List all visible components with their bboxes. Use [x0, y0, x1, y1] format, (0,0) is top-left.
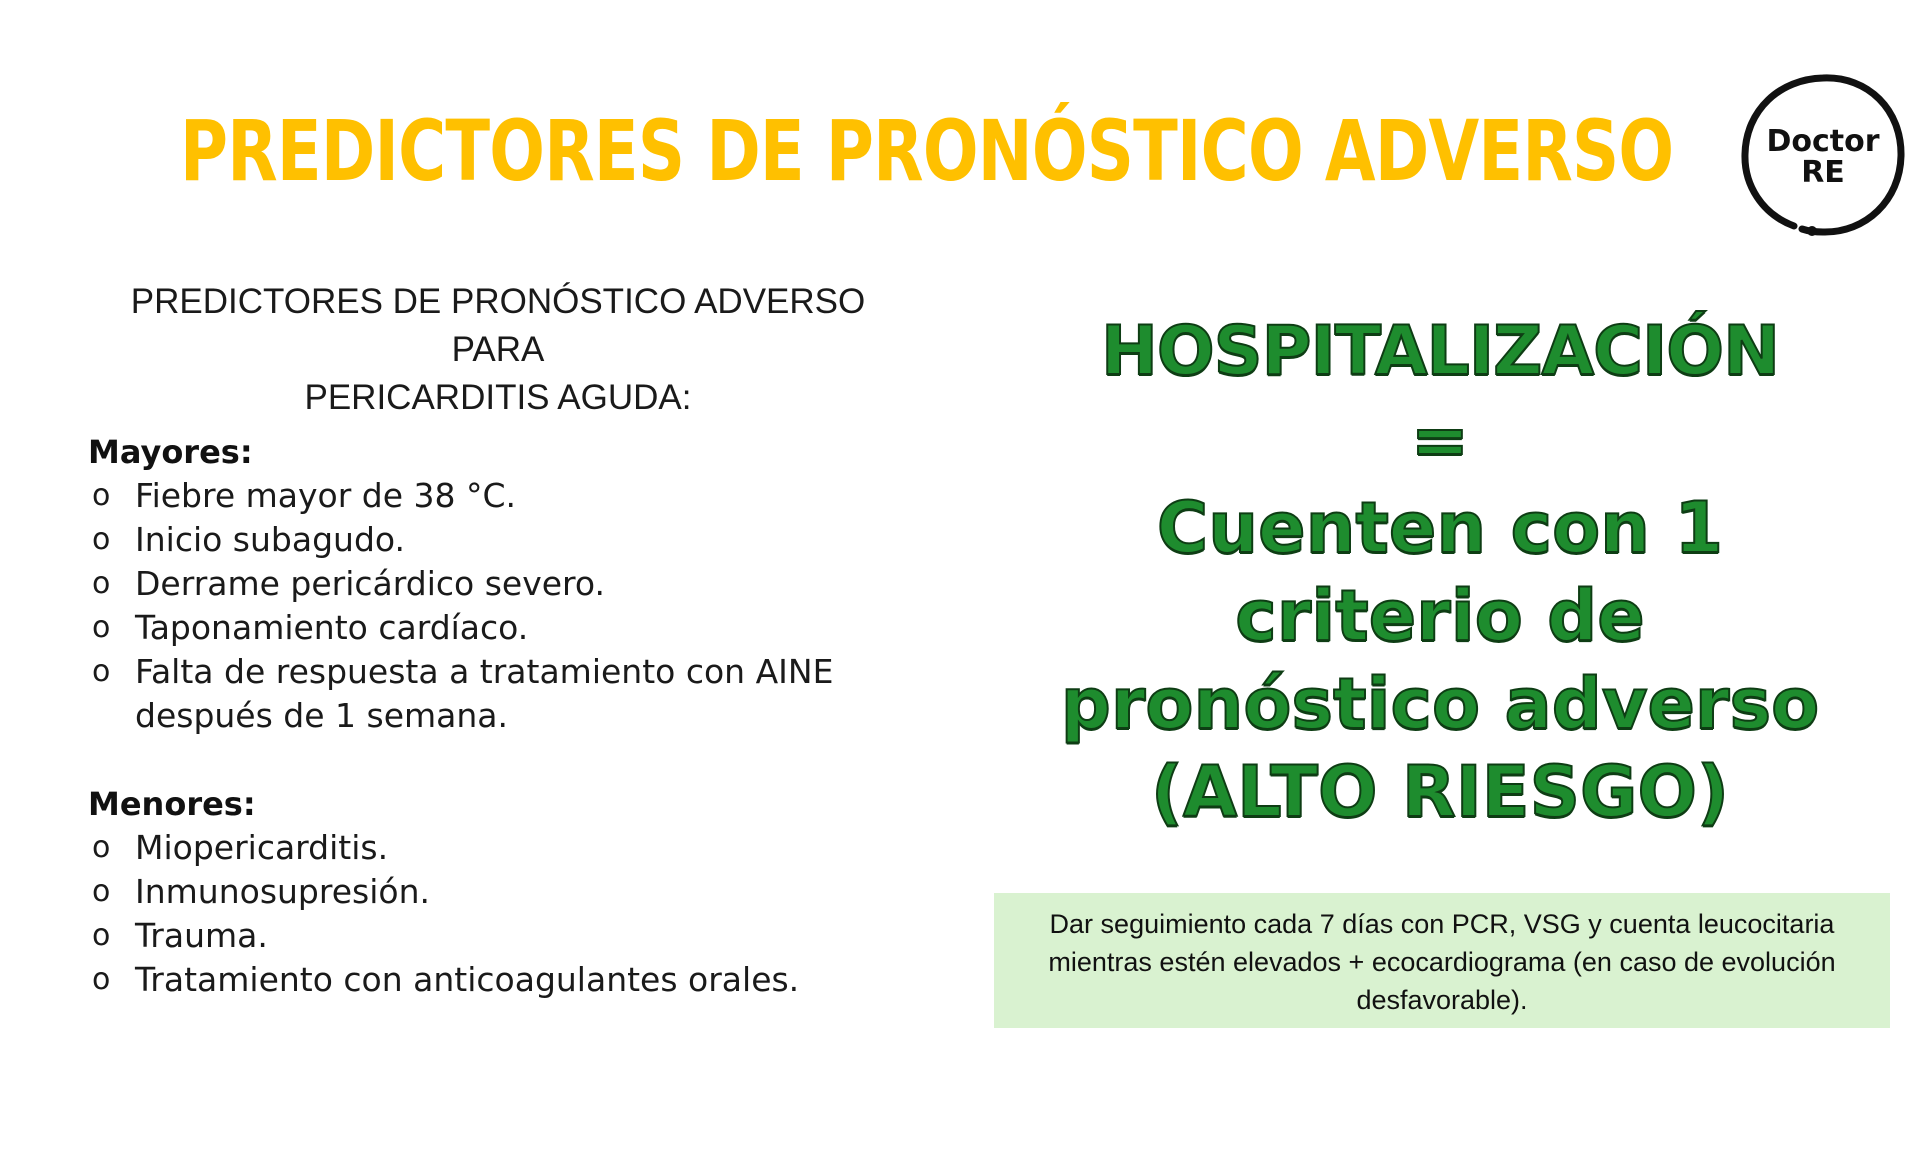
list-gap — [88, 738, 928, 782]
list-item-text: Tratamiento con anticoagulantes orales. — [135, 960, 800, 999]
bullet-icon: o — [92, 522, 111, 557]
bullet-icon: o — [92, 830, 111, 865]
callout-line-criteria-count: Cuenten con 1 — [1156, 487, 1724, 569]
list-item — [88, 474, 928, 518]
list-item-continuation — [88, 694, 928, 738]
list-item-text: Falta de respuesta a tratamiento con AINE — [135, 652, 834, 691]
logo-line-1: Doctor — [1766, 124, 1880, 159]
section-heading — [88, 278, 888, 422]
list-item-text: Taponamiento cardíaco. — [135, 608, 529, 647]
list-item — [88, 826, 928, 870]
list-item — [88, 914, 928, 958]
bullet-icon: o — [92, 654, 111, 689]
callout-line-prognosis: pronóstico adverso — [1060, 663, 1820, 745]
list-item — [88, 518, 928, 562]
bullet-icon: o — [92, 566, 111, 601]
minor-label: Menores: — [88, 785, 256, 823]
callout-line-risk: (ALTO RIESGO) — [1151, 751, 1729, 833]
list-item — [88, 606, 928, 650]
major-list — [88, 474, 928, 738]
major-label: Mayores: — [88, 433, 253, 471]
logo-line-2: RE — [1801, 155, 1845, 190]
predictors-panel — [88, 278, 928, 1002]
list-item-text: después de 1 semana. — [135, 696, 509, 735]
list-item-text: Inmunosupresión. — [135, 872, 430, 911]
hospitalization-callout — [1040, 308, 1840, 836]
list-item-text: Miopericarditis. — [135, 828, 389, 867]
list-item — [88, 958, 928, 1002]
list-item-text: Fiebre mayor de 38 °C. — [135, 476, 517, 515]
doctor-re-logo — [1738, 70, 1908, 240]
follow-up-note: Dar seguimiento cada 7 días con PCR, VSG y cuenta leucocitaria mientras estén elevados + ecocardiograma (en caso de evolución desfavorable). — [994, 893, 1890, 1028]
section-heading-line-2: PERICARDITIS AGUDA: — [304, 378, 692, 417]
bullet-icon: o — [92, 918, 111, 953]
list-item-text: Trauma. — [135, 916, 268, 955]
list-item — [88, 870, 928, 914]
bullet-icon: o — [92, 962, 111, 997]
callout-line-criteria: criterio de — [1235, 575, 1645, 657]
bullet-icon: o — [92, 610, 111, 645]
list-item-text: Derrame pericárdico severo. — [135, 564, 605, 603]
list-item — [88, 562, 928, 606]
bullet-icon: o — [92, 478, 111, 513]
list-item-text: Inicio subagudo. — [135, 520, 405, 559]
page-title: PREDICTORES DE PRONÓSTICO ADVERSO — [180, 102, 1674, 200]
bullet-icon: o — [92, 874, 111, 909]
logo-text — [1738, 126, 1908, 188]
section-heading-line-1: PREDICTORES DE PRONÓSTICO ADVERSO PARA — [130, 282, 866, 369]
minor-list — [88, 826, 928, 1002]
callout-line-equals: = — [1410, 399, 1470, 481]
callout-line-hospitalization: HOSPITALIZACIÓN — [1100, 312, 1780, 391]
list-item — [88, 650, 928, 694]
